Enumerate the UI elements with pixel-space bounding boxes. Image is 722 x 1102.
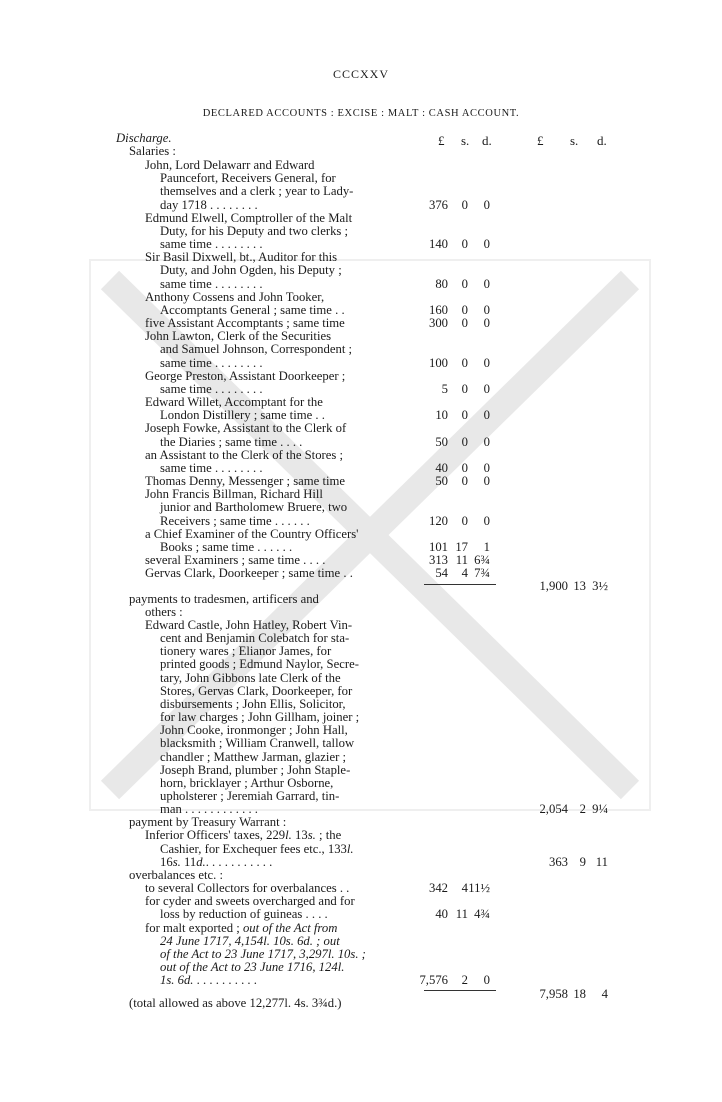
amount-pence: 0 (483, 474, 490, 488)
text-line: themselves and a clerk ; year to Lady- (160, 184, 354, 198)
text-line: same time . . . . . . . . (160, 356, 263, 370)
amount-shillings: 4 (461, 566, 468, 580)
col-header-pence-1: d. (482, 133, 492, 148)
col-header-pounds-2: £ (537, 133, 544, 148)
text-line: John, Lord Delawarr and Edward (145, 158, 315, 172)
amount-pounds: 54 (435, 566, 448, 580)
text-line: Edward Willet, Accomptant for the (145, 395, 323, 409)
amount-pence: 6¾ (474, 553, 490, 567)
text-line: Joseph Brand, plumber ; John Staple- (160, 763, 351, 777)
amount-pounds: 376 (428, 198, 448, 212)
amount-pounds: 101 (428, 540, 448, 554)
amount-pounds: 342 (428, 881, 448, 895)
amount-pence: 0 (483, 277, 490, 291)
amount-shillings: 11 (455, 553, 468, 567)
col-header-shillings-2: s. (570, 133, 579, 148)
amount-pounds: 50 (435, 435, 448, 449)
amount-pence: 0 (483, 382, 490, 396)
amount-shillings: 0 (461, 237, 468, 251)
text-line: 24 June 1717, 4,154l. 10s. 6d. ; out (160, 934, 340, 948)
total-pounds: 2,054 (539, 802, 568, 816)
amount-shillings: 0 (461, 474, 468, 488)
amount-pounds: 300 (428, 316, 448, 330)
amount-pounds: 40 (435, 907, 448, 921)
amount-pence: 0 (483, 303, 490, 317)
amount-shillings: 17 (455, 540, 468, 554)
text-line: others : (145, 605, 183, 619)
amount-shillings: 0 (461, 514, 468, 528)
amount-pounds: 40 (435, 461, 448, 475)
amount-pence: 7¾ (474, 566, 490, 580)
amount-pounds: 50 (435, 474, 448, 488)
text-line: Duty, for his Deputy and two clerks ; (160, 224, 349, 238)
amount-pounds: 100 (428, 356, 448, 370)
amount-pounds: 160 (428, 303, 448, 317)
running-head: DECLARED ACCOUNTS : EXCISE : MALT : CASH ACCOUNT. (202, 108, 520, 119)
amount-pence: 0 (483, 973, 490, 987)
text-line: same time . . . . . . . . (160, 237, 263, 251)
amount-pounds: 10 (435, 408, 448, 422)
amount-pence: 0 (483, 356, 490, 370)
amount-pence: 0 (483, 461, 490, 475)
total-pence: 11 (595, 855, 608, 869)
text-line: junior and Bartholomew Bruere, two (160, 500, 348, 514)
text-line: payments to tradesmen, artificers and (129, 592, 319, 606)
text-line: London Distillery ; same time . . (160, 408, 325, 422)
text-line: loss by reduction of guineas . . . . (160, 907, 328, 921)
text-line: disbursements ; John Ellis, Solicitor, (160, 697, 346, 711)
amount-pounds: 80 (435, 277, 448, 291)
text-line: horn, bricklayer ; Arthur Osborne, (160, 776, 334, 790)
text-line: Accomptants General ; same time . . (160, 303, 345, 317)
amount-shillings: 0 (461, 435, 468, 449)
amount-shillings: 0 (461, 303, 468, 317)
text-line: tary, John Gibbons late Clerk of the (160, 671, 341, 685)
text-line: 1s. 6d. . . . . . . . . . . (160, 973, 257, 987)
text-line: for law charges ; John Gillham, joiner ; (160, 710, 360, 724)
text-line: for cyder and sweets overcharged and for (145, 894, 355, 908)
text-line: Sir Basil Dixwell, bt., Auditor for this (145, 250, 338, 264)
text-line: chandler ; Matthew Jarman, glazier ; (160, 750, 347, 764)
total-shillings: 2 (579, 802, 586, 816)
amount-pence: 0 (483, 408, 490, 422)
text-line: Duty, and John Ogden, his Deputy ; (160, 263, 342, 277)
amount-pence: 1 (483, 540, 490, 554)
text-line: Anthony Cossens and John Tooker, (145, 290, 325, 304)
text-line: Books ; same time . . . . . . (160, 540, 293, 554)
text-line: John Lawton, Clerk of the Securities (145, 329, 332, 343)
text-line: several Examiners ; same time . . . . (145, 553, 326, 567)
text-line: Edward Castle, John Hatley, Robert Vin- (145, 618, 353, 632)
subtotal-rule (424, 584, 496, 585)
amount-shillings: 0 (461, 382, 468, 396)
amount-pence: 4¾ (474, 907, 490, 921)
text-line: Receivers ; same time . . . . . . (160, 514, 310, 528)
amount-pence: 0 (483, 514, 490, 528)
amount-shillings: 0 (461, 356, 468, 370)
text-line: tionery wares ; Elianor James, for (160, 644, 332, 658)
total-shillings: 9 (579, 855, 586, 869)
text-line: of the Act to 23 June 1717, 3,297l. 10s. ; (160, 947, 366, 961)
text-line: Inferior Officers' taxes, 229l. 13s. ; the (145, 828, 342, 842)
text-line: Stores, Gervas Clark, Doorkeeper, for (160, 684, 353, 698)
text-line: Cashier, for Exchequer fees etc., 133l. (160, 842, 354, 856)
amount-shillings: 0 (461, 316, 468, 330)
amount-pence: 0 (483, 435, 490, 449)
text-line: same time . . . . . . . . (160, 382, 263, 396)
col-header-pence-2: d. (597, 133, 607, 148)
amount-pounds: 7,576 (419, 973, 448, 987)
text-line: and Samuel Johnson, Correspondent ; (160, 342, 353, 356)
text-line: out of the Act to 23 June 1716, 124l. (160, 960, 345, 974)
text-line: Pauncefort, Receivers General, for (160, 171, 336, 185)
amount-shillings: 0 (461, 277, 468, 291)
amount-pounds: 313 (428, 553, 448, 567)
text-line: John Cooke, ironmonger ; John Hall, (160, 723, 348, 737)
amount-pounds: 5 (441, 382, 448, 396)
text-line: a Chief Examiner of the Country Officers' (145, 527, 359, 541)
text-line: Gervas Clark, Doorkeeper ; same time . . (145, 566, 353, 580)
amount-shillings: 4 (461, 881, 468, 895)
amount-shillings: 0 (461, 408, 468, 422)
text-line: an Assistant to the Clerk of the Stores ; (145, 448, 344, 462)
page-number: CCCXXV (332, 67, 389, 81)
subtotal-rule (424, 990, 496, 991)
total-pounds: 1,900 (539, 579, 568, 593)
amount-shillings: 0 (461, 461, 468, 475)
total-pence: 3½ (592, 579, 608, 593)
total-pence: 9¼ (592, 802, 608, 816)
text-line: blacksmith ; William Cranwell, tallow (160, 736, 355, 750)
col-header-shillings-1: s. (461, 133, 470, 148)
total-note: (total allowed as above 12,277l. 4s. 3¾d.) (129, 996, 342, 1010)
amount-pounds: 140 (428, 237, 448, 251)
text-line: printed goods ; Edmund Naylor, Secre- (160, 657, 359, 671)
section-title: Discharge. (116, 131, 172, 145)
total-shillings: 13 (573, 579, 586, 593)
total-pounds: 363 (548, 855, 568, 869)
text-line: to several Collectors for overbalances . . (145, 881, 350, 895)
amount-pence: 0 (483, 198, 490, 212)
text-line: man . . . . . . . . . . . . (160, 802, 258, 816)
text-line: overbalances etc. : (129, 868, 224, 882)
col-header-pounds-1: £ (438, 133, 445, 148)
text-line: five Assistant Accomptants ; same time (145, 316, 345, 330)
text-line: upholsterer ; Jeremiah Garrard, tin- (160, 789, 340, 803)
amount-pounds: 120 (428, 514, 448, 528)
total-shillings: 18 (573, 987, 586, 1001)
text-line: same time . . . . . . . . (160, 461, 263, 475)
text-line: same time . . . . . . . . (160, 277, 263, 291)
text-line: John Francis Billman, Richard Hill (145, 487, 323, 501)
text-line: cent and Benjamin Colebatch for sta- (160, 631, 350, 645)
total-pounds: 7,958 (539, 987, 568, 1001)
text-line: Edmund Elwell, Comptroller of the Malt (145, 211, 353, 225)
amount-pence: 0 (483, 237, 490, 251)
amount-shillings: 0 (461, 198, 468, 212)
amount-shillings: 2 (461, 973, 468, 987)
text-line: 16s. 11d.. . . . . . . . . . . (160, 855, 273, 869)
text-line: Salaries : (129, 144, 176, 158)
text-line: for malt exported ; out of the Act from (145, 921, 338, 935)
text-line: day 1718 . . . . . . . . (160, 198, 258, 212)
text-line: payment by Treasury Warrant : (129, 815, 287, 829)
amount-pence: 11½ (468, 881, 490, 895)
total-pence: 4 (601, 987, 608, 1001)
amount-pence: 0 (483, 316, 490, 330)
amount-shillings: 11 (455, 907, 468, 921)
text-line: Thomas Denny, Messenger ; same time (145, 474, 346, 488)
text-line: Joseph Fowke, Assistant to the Clerk of (145, 421, 347, 435)
text-line: George Preston, Assistant Doorkeeper ; (145, 369, 346, 383)
text-line: the Diaries ; same time . . . . (160, 435, 303, 449)
